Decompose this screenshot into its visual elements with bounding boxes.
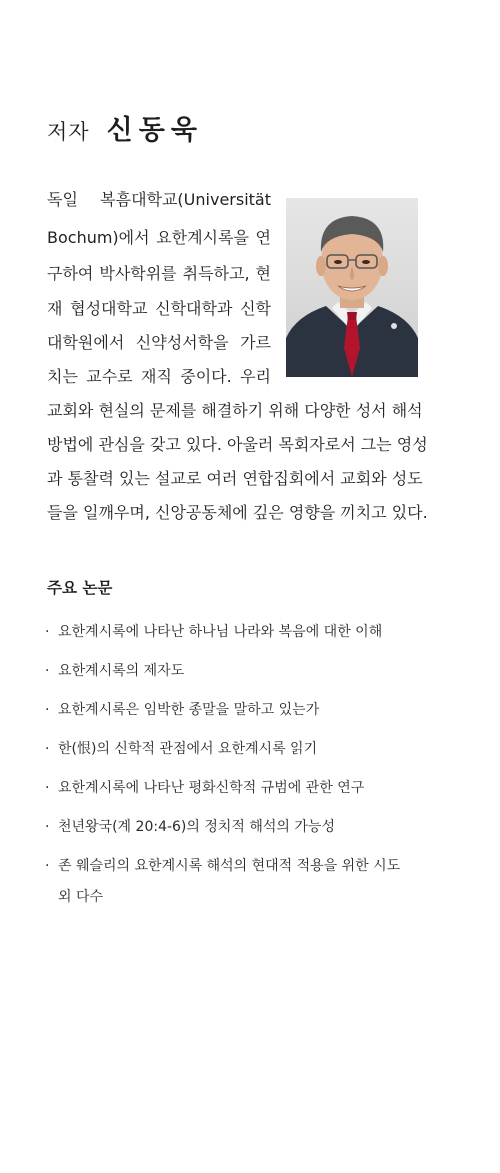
bio-line: 대학원에서 신약성서학을 가르	[47, 333, 271, 352]
bio-line: 방법에 관심을 갖고 있다. 아울러 목회자로서 그는 영성	[47, 435, 428, 454]
bullet: ·	[45, 702, 50, 718]
list-item	[45, 700, 435, 739]
papers-footer: 외 다수	[58, 889, 104, 905]
bullet: ·	[45, 663, 50, 679]
author-portrait-icon	[286, 198, 418, 377]
paper-title: 요한계시록은 임박한 종말을 말하고 있는가	[58, 702, 320, 718]
bio-line: 재 협성대학교 신학대학과 신학	[47, 299, 271, 318]
bio-line: 치는 교수로 재직 중이다. 우리	[47, 367, 271, 386]
bio-line: 과 통찰력 있는 설교로 여러 연합집회에서 교회와 성도	[47, 469, 423, 488]
author-photo	[286, 198, 418, 377]
paper-title: 요한계시록의 제자도	[58, 663, 185, 679]
bio-line: 들을 일깨우며, 신앙공동체에 깊은 영향을 끼치고 있다.	[47, 503, 428, 522]
author-name: 신동욱	[106, 115, 203, 146]
list-item	[45, 856, 435, 916]
bio-line: 교회와 현실의 문제를 해결하기 위해 다양한 성서 해석	[47, 401, 423, 420]
bullet: ·	[45, 741, 50, 757]
paper-title: 한(恨)의 신학적 관점에서 요한계시록 읽기	[58, 741, 318, 757]
bio-line: 독일 복흠대학교(Universität	[47, 190, 271, 209]
list-item	[45, 817, 435, 856]
list-item	[45, 661, 435, 700]
paper-title: 요한계시록에 나타난 하나님 나라와 복음에 대한 이해	[58, 624, 383, 640]
papers-title: 주요 논문	[47, 579, 113, 597]
bullet: ·	[45, 858, 50, 874]
paper-title: 요한계시록에 나타난 평화신학적 규범에 관한 연구	[58, 780, 365, 796]
bullet: ·	[45, 819, 50, 835]
paper-title: 천년왕국(계 20:4-6)의 정치적 해석의 가능성	[58, 819, 335, 835]
bullet: ·	[45, 780, 50, 796]
bio-line: 구하여 박사학위를 취득하고, 현	[47, 264, 271, 283]
paper-title: 존 웨슬리의 요한계시록 해석의 현대적 적용을 위한 시도	[58, 858, 401, 874]
author-heading	[47, 108, 203, 147]
bullet: ·	[45, 624, 50, 640]
list-item	[45, 739, 435, 778]
list-item	[45, 778, 435, 817]
paper-list	[45, 622, 435, 916]
author-label: 저자	[47, 120, 90, 144]
list-item	[45, 622, 435, 661]
bio-line: Bochum)에서 요한계시록을 연	[47, 228, 271, 247]
